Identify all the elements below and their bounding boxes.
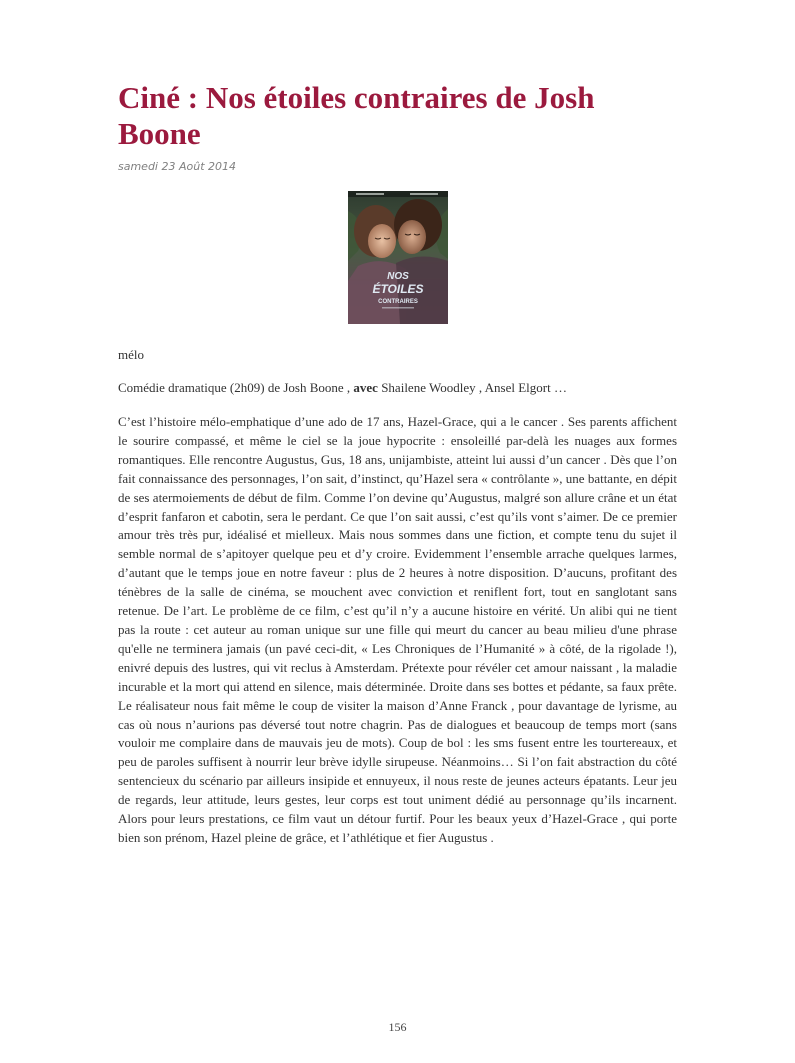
- credits-genre: Comédie dramatique (2h09) de Josh Boone ,: [118, 380, 351, 395]
- credits-cast: Shailene Woodley , Ansel Elgort …: [381, 380, 567, 395]
- page-number: 156: [388, 1020, 407, 1034]
- poster-image: [348, 191, 448, 324]
- poster-title-line1: NOS: [387, 271, 409, 282]
- poster-title-line3: CONTRAIRES: [378, 299, 418, 305]
- article-credits: [118, 380, 567, 396]
- movie-poster: [348, 191, 448, 324]
- credits-avec-label: avec: [353, 380, 378, 395]
- article-body: C’est l’histoire mélo-emphatique d’une ado de 17 ans, Hazel-Grace, qui a le cancer . Ses parents affichent le sourire compassé, et même le ciel se la joue hypocrite : ensoleillé par-delà les nuages aux formes romantiques. Elle rencontre Augustus, Gus, 18 ans, unijambiste, atteint lui aussi d’un cancer . Dès que l’on fait connaissance des personnages, l’on sait, d’instinct, qu’Hazel sera « contrôlante », une battante, en dépit de ses atermoiements de début de film. Comme l’on devine qu’Augustus, malgré son allure crâne et un état d’esprit fanfaron et cabotin, sera le perdant. Ce que l’on sait aussi, c’est qu’ils vont s’aimer. De ce premier amour très très pur, idéalisé et mielleux. Mais nous sommes dans une fiction, et compte tenu du sujet il semble normal de s’apitoyer quelque peu et d’y croire. Evidemment l’ensemble arrache quelques larmes, d’autant que le temps joue en notre faveur : plus de 2 heures à notre disposition. D’aucuns, profitant des ténèbres de la salle de cinéma, se mouchent avec conviction et reniflent fort, tout en sanglotant sans retenue. De l’art. Le problème de ce film, c’est qu’il n’y a aucune histoire en vérité. Un alibi qui ne tient pas la route : cet auteur au roman unique sur une fille qui meurt du cancer au beau milieu d'une phrase qu'elle ne terminera jamais (un pavé ceci-dit, « Les Chroniques de l’Humanité » à côté, de la rigolade !), enivré depuis des lustres, qui vit reclus à Amsterdam. Prétexte pour révéler cet amour naissant , la maladie incurable et la mort qui attend en silence, mais déterminée. Droite dans ses bottes et pédante, sa faux prête. Le réalisateur nous fait même le coup de visiter la maison d’Anne Franck , pour davantage de lyrisme, au cas où nous n’aurions pas déversé tout notre chagrin. Pas de dialogues et beaucoup de temps mort (sans vouloir me complaire dans de mauvais jeu de mots). Coup de bol : les sms fusent entre les tourtereaux, et peu de paroles suffisent à nourrir leur brève idylle sirupeuse. Néanmoins… Si l’on fait abstraction du côté sentencieux du scénario par ailleurs insipide et ennuyeux, il nous reste de jeunes acteurs épatants. Leur jeu de regards, leur attitude, leurs gestes, leur corps est tout uniment dédié au personnage qu’ils incarnent. Alors pour leurs prestations, ce film vaut un détour furtif. Pour les beaux yeux d’Hazel-Grace , qui porte bien son prénom, Hazel pleine de grâce, et l’athlétique et fier Augustus .: [118, 414, 677, 845]
- poster-figure-face-left: [368, 224, 396, 258]
- article-kicker: mélo: [118, 347, 144, 362]
- article-title: Ciné : Nos étoiles contraires de Josh Boone: [118, 80, 595, 151]
- article-date: samedi 23 Août 2014: [118, 160, 237, 173]
- poster-title-line2: ÉTOILES: [372, 282, 424, 296]
- poster-figure-face-right: [398, 220, 426, 254]
